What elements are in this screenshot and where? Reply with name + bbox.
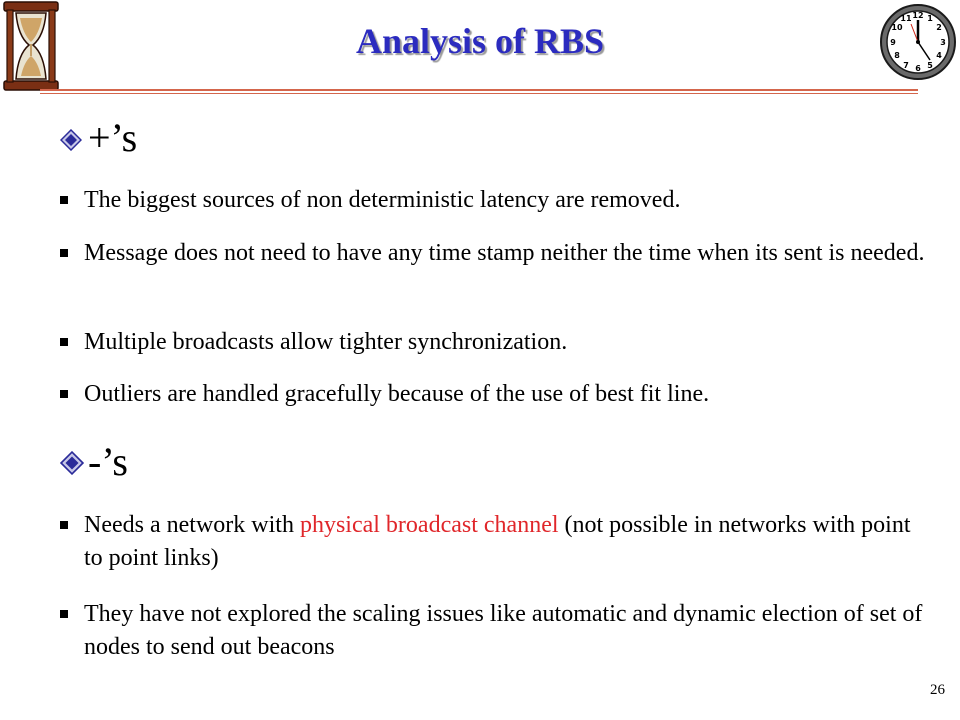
list-item	[60, 237, 930, 270]
list-item	[60, 509, 930, 575]
square-bullet-icon	[60, 249, 68, 257]
bullet-text: Outliers are handled gracefully because of the use of best fit line.	[84, 381, 710, 407]
diamond-icon	[58, 447, 88, 477]
square-bullet-icon	[60, 390, 68, 398]
title-divider-thin	[40, 93, 918, 94]
section-heading-text: +’s	[88, 115, 138, 160]
bullet-text: They have not explored the scaling issues like automatic and dynamic election of set of nodes to send out beacons	[84, 601, 923, 660]
svg-text:12: 12	[912, 11, 924, 20]
section-heading-cons	[58, 440, 128, 484]
svg-text:11: 11	[900, 14, 912, 23]
diamond-icon	[58, 123, 88, 153]
bullet-text: Message does not need to have any time stamp neither the time when its sent is needed.	[84, 240, 925, 266]
title-divider	[40, 89, 918, 91]
bullet-text	[60, 509, 930, 575]
list-item	[60, 326, 930, 359]
bullet-text: Multiple broadcasts allow tighter synchronization.	[84, 329, 568, 355]
svg-text:8: 8	[894, 51, 900, 60]
section-heading-pros	[58, 116, 137, 160]
bullet-text-before: Needs a network with	[84, 512, 300, 538]
svg-text:10: 10	[891, 23, 903, 32]
square-bullet-icon	[60, 338, 68, 346]
list-item	[60, 184, 930, 217]
svg-text:4: 4	[936, 51, 942, 60]
svg-text:6: 6	[915, 64, 921, 73]
svg-text:2: 2	[936, 23, 942, 32]
svg-text:7: 7	[903, 61, 909, 70]
slide-title: Analysis of RBS	[355, 21, 605, 61]
svg-text:9: 9	[890, 38, 896, 47]
svg-text:1: 1	[927, 14, 933, 23]
svg-text:5: 5	[927, 61, 933, 70]
page-number: 26	[930, 682, 945, 698]
bullet-text-after: (not possible in networks with point to point links)	[84, 512, 911, 571]
list-item	[60, 378, 930, 411]
section-heading-text: -’s	[88, 439, 128, 484]
list-item	[60, 598, 930, 664]
highlighted-phrase: physical broadcast channel	[299, 512, 559, 538]
square-bullet-icon	[60, 610, 68, 618]
svg-text:3: 3	[940, 38, 946, 47]
square-bullet-icon	[60, 196, 68, 204]
square-bullet-icon	[60, 521, 68, 529]
bullet-text: The biggest sources of non deterministic latency are removed.	[84, 187, 681, 213]
